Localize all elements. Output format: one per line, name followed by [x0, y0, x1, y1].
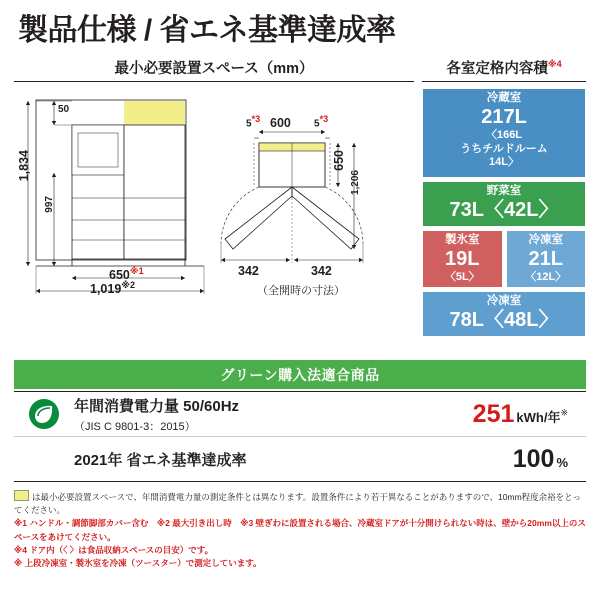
dim-door-right: 342 — [311, 264, 332, 278]
footnote-2: ※4 ドア内（〈 〉は食品収納スペースの目安）です。 — [14, 544, 214, 555]
left-section-title: 最小必要設置スペース（mm） — [14, 53, 414, 82]
dim-width-total: 1,019$^{※2}$ — [90, 280, 136, 297]
capacity-ice — [422, 230, 503, 289]
dim-open-depth: 650 — [332, 150, 346, 171]
green-purchase-banner: グリーン購入法適合商品 — [14, 360, 586, 389]
energy-standard-unit: % — [556, 454, 568, 470]
eco-leaf-icon — [27, 397, 61, 431]
capacity-fridge-sub-line3: 14L〉 — [489, 156, 519, 169]
power-consumption-label — [74, 395, 388, 434]
power-consumption-standard: （JIS C 9801-3：2015） — [74, 420, 196, 433]
section-headers — [14, 53, 586, 82]
capacity-vegetable-name: 野菜室 — [486, 185, 522, 198]
capacity-fridge-sub-line1: 〈166L — [485, 128, 523, 141]
power-consumption-unit: kWh/年 — [516, 409, 561, 425]
capacity-panel — [422, 88, 586, 350]
dim-width-total-sup: ※2 — [121, 280, 136, 290]
dim-width-body: 650$^{※1}$ — [109, 266, 144, 283]
dim-open-width: 600 — [270, 116, 291, 130]
capacity-ice-name: 製氷室 — [445, 233, 480, 246]
capacity-freezer-small — [506, 230, 587, 289]
dim-door-left: 342 — [238, 264, 259, 278]
right-section-header — [422, 53, 586, 82]
dim-height-total: 1,834 — [17, 150, 31, 182]
footnote-0 — [14, 490, 586, 517]
capacity-row-ice-freezer — [422, 230, 586, 292]
energy-standard-title: 2021年 省エネ基準達成率 — [74, 451, 247, 469]
power-consumption-value: 251 — [472, 399, 515, 428]
capacity-fridge-sub-line2: うちチルドルーム — [460, 142, 548, 155]
capacity-freezer-small-name: 冷凍室 — [528, 233, 563, 246]
power-consumption-title: 年間消費電力量 50/60Hz — [74, 397, 240, 415]
dim-height-body: 997 — [44, 196, 55, 213]
dim-open-depth-2: 1,206 — [350, 170, 361, 196]
capacity-freezer-small-sub: 〈12L〉 — [525, 270, 567, 283]
capacity-ice-sub: 〈5L〉 — [444, 270, 480, 283]
dimension-drawings — [14, 88, 414, 350]
footnote-1: ※1 ハンドル・調節脚部カバー含む ※2 最大引き出し時 ※3 壁ぎわに設置される場合、冷蔵室ドアが十分開けられない時は、壁から20mm以上のスペースをあけてください。 — [14, 518, 586, 542]
energy-standard-label — [74, 449, 388, 470]
capacity-ice-value: 19L — [445, 247, 480, 270]
dim-width-body-sup: ※1 — [129, 266, 144, 276]
capacity-fridge-value: 217L — [481, 105, 527, 128]
energy-standard-value-cell — [388, 445, 586, 474]
spec-table — [14, 392, 586, 482]
dim-top-depth: 50 — [58, 104, 70, 115]
energy-standard-value: 100 — [512, 444, 555, 473]
footnote-3: ※ 上段冷凍室・製氷室を冷凍（ツースター）で測定しています。 — [14, 557, 262, 568]
dim-clearance-left: 5*3 — [246, 114, 261, 130]
capacity-fridge — [422, 88, 586, 178]
capacity-freezer — [422, 291, 586, 337]
diagram-area — [14, 88, 586, 350]
dim-clearance-right: 5*3 — [314, 114, 329, 130]
table-row — [14, 437, 586, 481]
capacity-freezer-name: 冷凍室 — [486, 295, 522, 308]
capacity-vegetable — [422, 181, 586, 227]
capacity-fridge-sub — [423, 129, 585, 173]
left-section-header — [14, 53, 414, 82]
open-dimension-caption: （全開時の寸法） — [257, 285, 345, 297]
capacity-vegetable-value: 73L〈42L〉 — [449, 198, 559, 221]
right-section-title-sup: ※4 — [547, 59, 562, 70]
power-consumption-value-cell — [388, 400, 586, 429]
yellow-swatch-icon — [14, 490, 29, 501]
table-row — [14, 392, 586, 437]
capacity-freezer-value: 78L〈48L〉 — [449, 309, 559, 332]
right-section-title-text: 各室定格内容積 — [446, 61, 548, 77]
footnotes — [14, 490, 586, 570]
dimension-svg — [14, 88, 414, 350]
power-consumption-unit-sup: ※ — [560, 407, 568, 418]
footnote-0-text: は最小必要設置スペースで、年間消費電力量の測定条件とは異なります。設置条件により若干異なることがありますので、10mm程度余裕をとってください。 — [14, 492, 582, 516]
page-title: 製品仕様 / 省エネ基準達成率 — [18, 14, 396, 47]
capacity-freezer-small-value: 21L — [528, 247, 563, 270]
capacity-fridge-name: 冷蔵室 — [486, 92, 522, 104]
eco-mark-cell — [14, 397, 74, 431]
right-section-title — [422, 53, 586, 82]
